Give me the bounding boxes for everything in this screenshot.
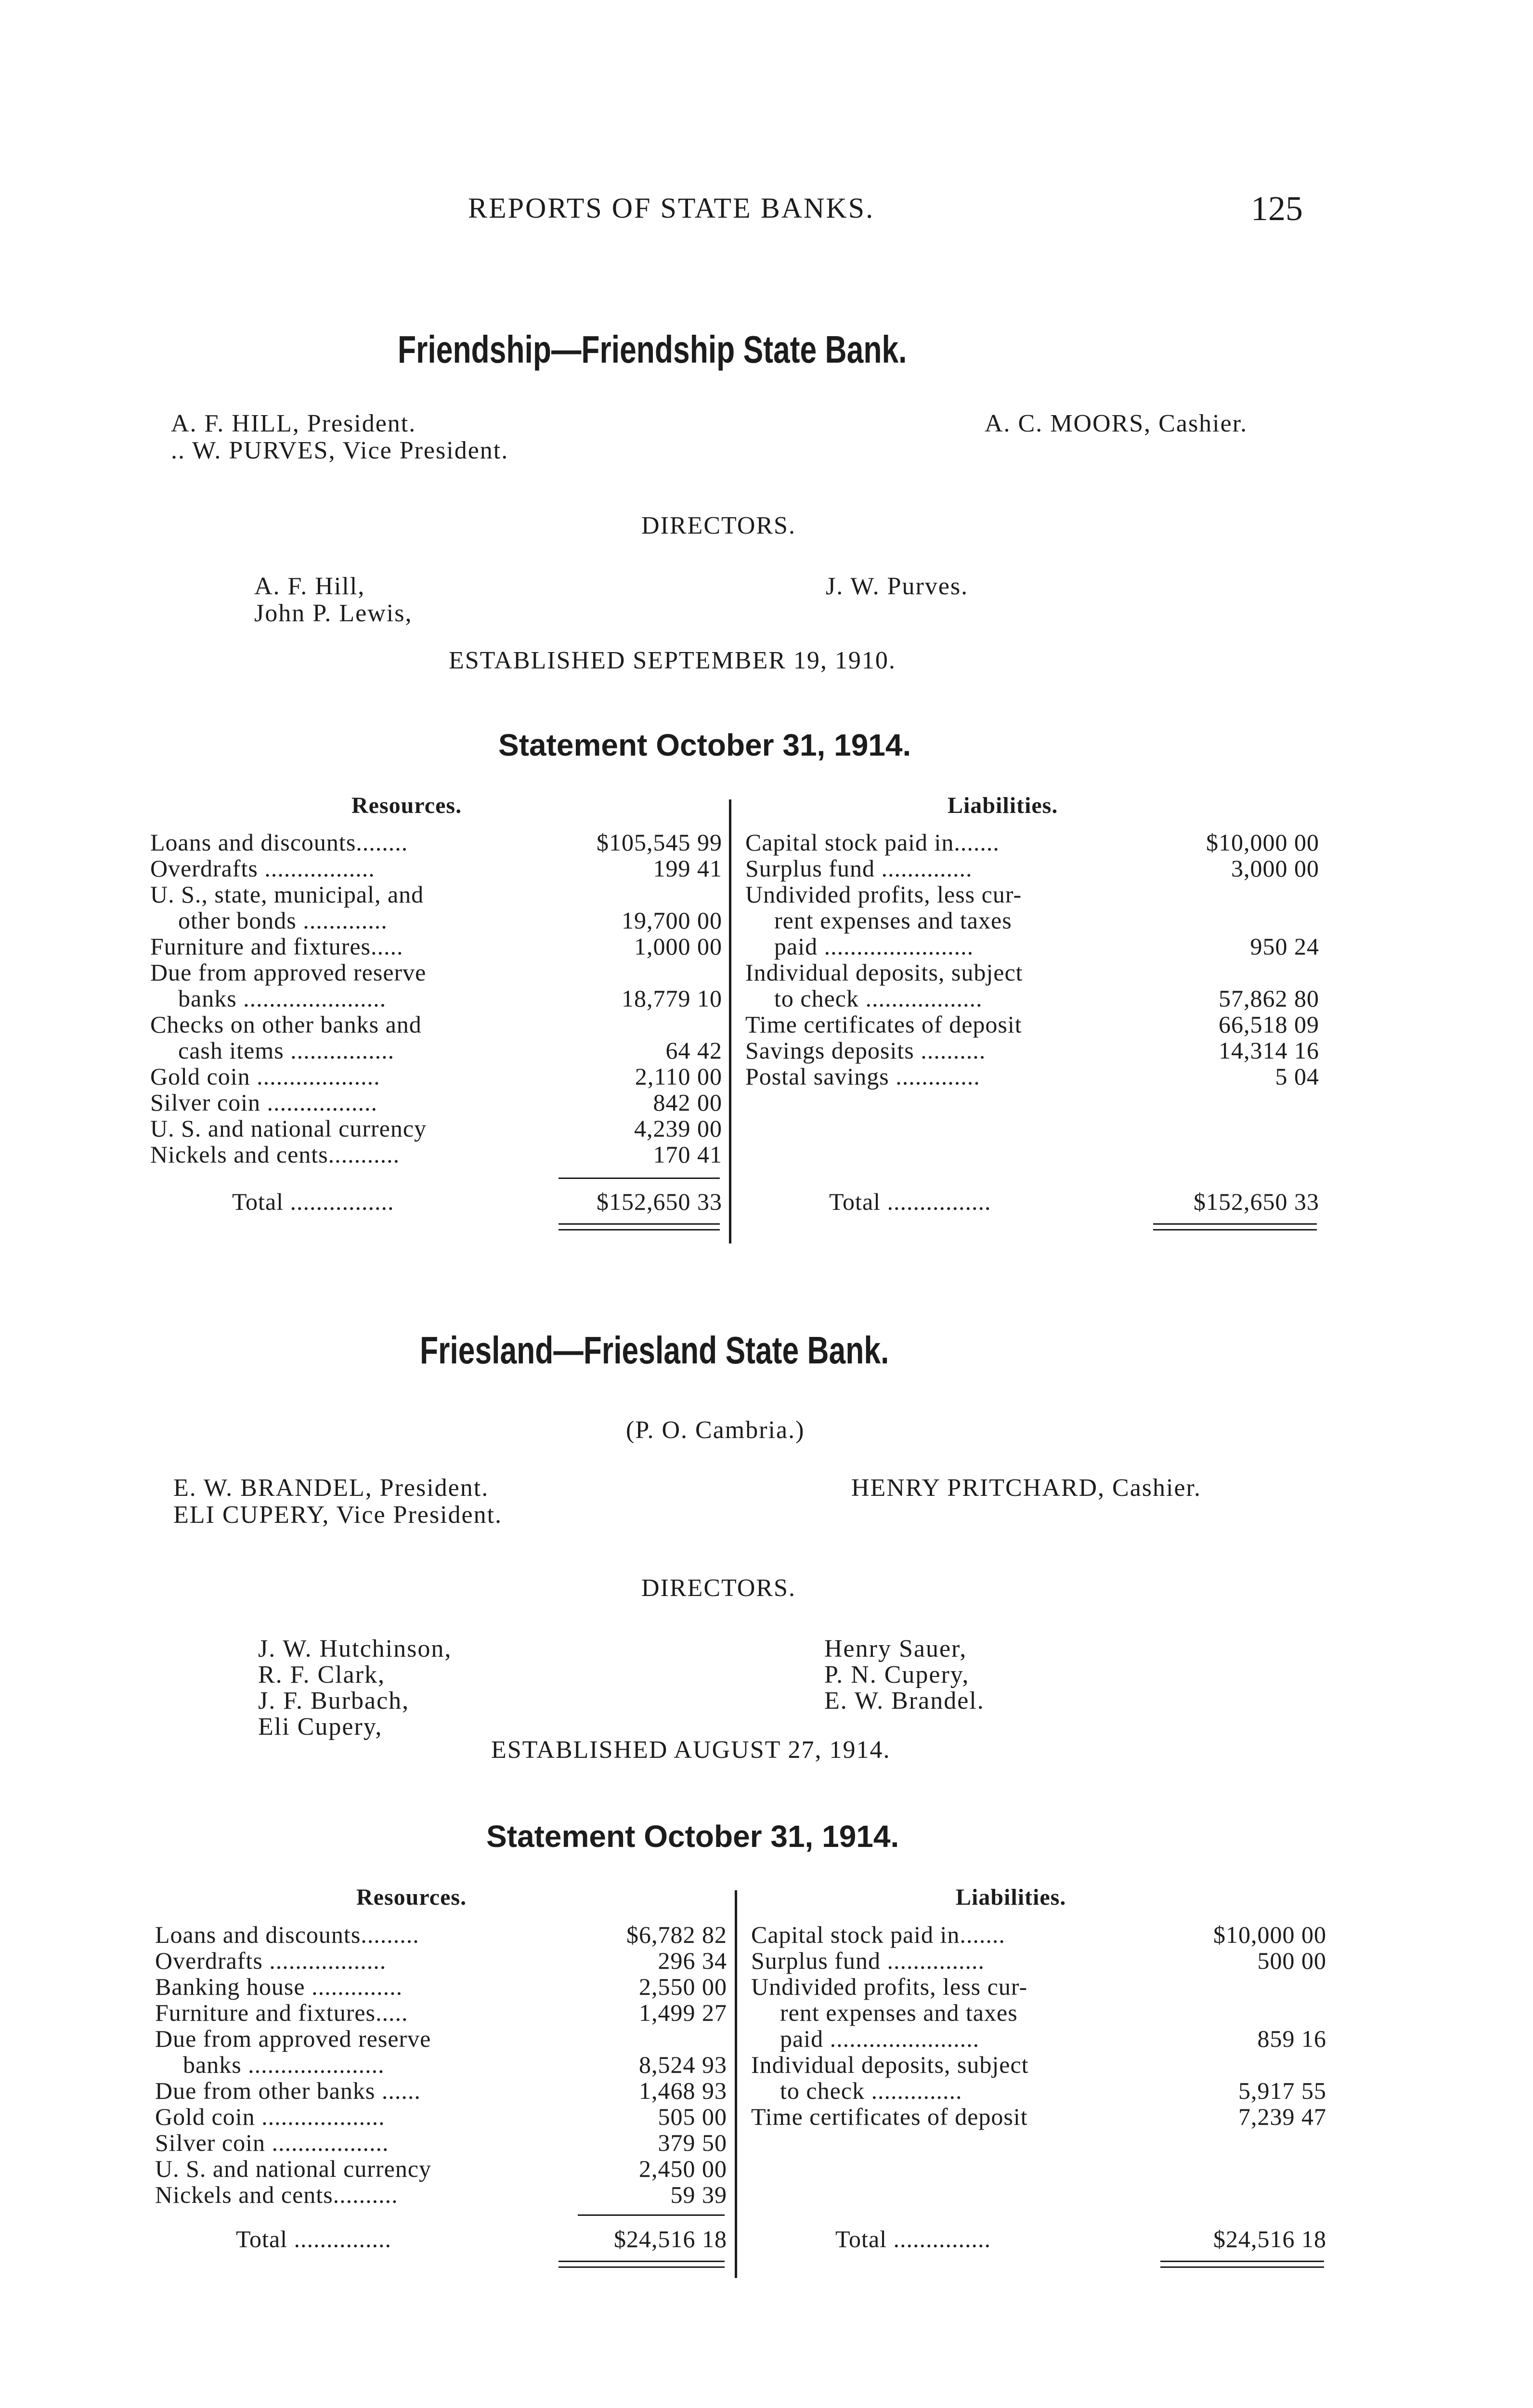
bank1-liability-amount: $10,000 00 — [1206, 829, 1319, 856]
bank2-director: J. W. Hutchinson, — [258, 1635, 452, 1662]
bank2-liability-label: paid ....................... — [780, 2025, 980, 2052]
bank1-resource-label: Overdrafts ................. — [150, 855, 375, 882]
bank1-president: A. F. HILL, President. — [171, 410, 416, 437]
bank2-director: R. F. Clark, — [258, 1661, 385, 1688]
bank2-column-divider — [735, 1890, 737, 2278]
bank2-director: Eli Cupery, — [258, 1713, 383, 1741]
bank1-liabilities-heading: Liabilities. — [948, 793, 1058, 818]
bank2-post-office: (P. O. Cambria.) — [626, 1416, 805, 1444]
bank2-liability-label: Undivided profits, less cur- — [751, 1973, 1028, 2000]
bank2-resource-amount: 1,499 27 — [639, 1999, 727, 2026]
bank1-directors-heading: DIRECTORS. — [641, 512, 796, 539]
bank2-resources-total-label: Total ............... — [236, 2225, 392, 2252]
bank1-resource-amount: 19,700 00 — [622, 907, 722, 934]
bank2-liability-amount: 859 16 — [1257, 2025, 1326, 2052]
bank1-liability-label: Postal savings ............. — [745, 1063, 980, 1090]
bank2-director: P. N. Cupery, — [824, 1661, 970, 1688]
bank2-directors-heading: DIRECTORS. — [641, 1574, 796, 1602]
bank1-resources-subtotal-rule — [559, 1178, 720, 1179]
bank2-liabilities-total: $24,516 18 — [1213, 2225, 1326, 2252]
bank2-resource-amount: 8,524 93 — [639, 2051, 727, 2078]
bank2-resources-total: $24,516 18 — [614, 2225, 727, 2252]
bank1-resource-amount: 18,779 10 — [622, 985, 722, 1012]
bank2-liabilities-heading: Liabilities. — [956, 1885, 1066, 1910]
bank1-resource-label: other bonds ............. — [178, 907, 388, 934]
bank2-president: E. W. BRANDEL, President. — [173, 1474, 489, 1502]
bank1-liability-label: Time certificates of deposit — [745, 1011, 1022, 1038]
bank2-resource-amount: 1,468 93 — [639, 2077, 727, 2104]
bank1-resource-amount: 199 41 — [653, 855, 722, 882]
bank1-established: ESTABLISHED SEPTEMBER 19, 1910. — [449, 647, 896, 674]
bank1-liability-label: Surplus fund .............. — [745, 855, 973, 882]
bank1-director: J. W. Purves. — [826, 573, 969, 600]
bank1-liability-label: Capital stock paid in....... — [745, 829, 1000, 856]
bank2-resource-label: Nickels and cents.......... — [155, 2181, 398, 2208]
bank1-resource-label: cash items ................ — [178, 1037, 395, 1064]
bank2-resource-amount: 2,450 00 — [639, 2155, 727, 2182]
bank1-resource-label: Gold coin ................... — [150, 1063, 380, 1090]
bank2-director: J. F. Burbach, — [258, 1687, 410, 1714]
bank1-liability-label: Savings deposits .......... — [745, 1037, 986, 1064]
bank1-resource-label: Furniture and fixtures..... — [150, 933, 403, 960]
bank2-resource-amount: 59 39 — [670, 2181, 727, 2208]
bank1-liability-label: paid ....................... — [774, 933, 974, 960]
bank-title-friendship: Friendship—Friendship State Bank. — [398, 328, 907, 371]
bank2-vice-president: ELI CUPERY, Vice President. — [173, 1501, 503, 1529]
bank2-resource-label: Gold coin ................... — [155, 2103, 385, 2130]
bank2-liability-amount: 5,917 55 — [1238, 2077, 1326, 2104]
bank2-resource-amount: 379 50 — [658, 2129, 727, 2156]
bank2-cashier: HENRY PRITCHARD, Cashier. — [851, 1474, 1201, 1502]
bank1-resource-label: banks ...................... — [178, 985, 387, 1012]
bank1-director: John P. Lewis, — [254, 600, 413, 627]
bank2-liability-label: to check .............. — [780, 2077, 962, 2104]
bank1-vice-president: .. W. PURVES, Vice President. — [171, 437, 509, 464]
bank1-resource-amount: 842 00 — [653, 1089, 722, 1116]
bank2-liability-label: Time certificates of deposit — [751, 2103, 1028, 2130]
bank1-liability-amount: 14,314 16 — [1219, 1037, 1319, 1064]
bank1-liabilities-total-rule — [1153, 1223, 1317, 1225]
bank2-resource-label: Banking house .............. — [155, 1973, 403, 2000]
bank1-liabilities-total-label: Total ................ — [829, 1188, 991, 1215]
bank1-liabilities-total: $152,650 33 — [1194, 1188, 1319, 1215]
bank1-resource-label: Loans and discounts........ — [150, 829, 408, 856]
bank-title-friesland: Friesland—Friesland State Bank. — [420, 1329, 889, 1372]
bank1-resource-amount: 2,110 00 — [635, 1063, 722, 1090]
bank1-resource-amount: $105,545 99 — [597, 829, 722, 856]
bank1-resource-amount: 64 42 — [665, 1037, 722, 1064]
bank2-resource-label: banks ..................... — [183, 2051, 385, 2078]
bank2-liabilities-total-rule — [1160, 2266, 1324, 2268]
bank1-column-divider — [729, 799, 731, 1243]
bank1-liability-amount: 3,000 00 — [1231, 855, 1319, 882]
bank2-resource-amount: 505 00 — [658, 2103, 727, 2130]
bank1-liability-label: rent expenses and taxes — [774, 907, 1012, 934]
bank2-resource-amount: 2,550 00 — [639, 1973, 727, 2000]
bank2-liability-amount: 7,239 47 — [1238, 2103, 1326, 2130]
bank1-resources-total-rule — [559, 1223, 720, 1225]
bank1-liabilities-total-rule — [1153, 1229, 1317, 1230]
bank2-statement-heading: Statement October 31, 1914. — [486, 1819, 899, 1854]
bank2-liability-label: Individual deposits, subject — [751, 2051, 1029, 2078]
bank2-resource-label: Loans and discounts......... — [155, 1921, 419, 1948]
bank2-liabilities-total-rule — [1160, 2261, 1324, 2262]
bank1-liability-amount: 57,862 80 — [1219, 985, 1319, 1012]
bank1-resource-amount: 170 41 — [653, 1141, 722, 1168]
bank2-resources-subtotal-rule — [578, 2214, 725, 2216]
bank1-resource-label: U. S., state, municipal, and — [150, 881, 424, 908]
bank2-resource-label: Silver coin .................. — [155, 2129, 389, 2156]
bank2-resources-heading: Resources. — [356, 1885, 467, 1910]
bank1-liability-label: Undivided profits, less cur- — [745, 881, 1022, 908]
bank1-resource-label: Checks on other banks and — [150, 1011, 422, 1038]
bank1-liability-label: to check .................. — [774, 985, 983, 1012]
bank2-director: Henry Sauer, — [824, 1635, 967, 1662]
bank1-resources-total-label: Total ................ — [232, 1188, 394, 1215]
bank2-resource-label: Due from other banks ...... — [155, 2077, 421, 2104]
bank2-resource-label: Overdrafts .................. — [155, 1947, 387, 1974]
bank1-resources-heading: Resources. — [351, 793, 462, 818]
bank1-liability-label: Individual deposits, subject — [745, 959, 1023, 986]
bank1-liability-amount: 5 04 — [1275, 1063, 1319, 1090]
bank1-resources-total: $152,650 33 — [597, 1188, 722, 1215]
bank1-director: A. F. Hill, — [254, 573, 365, 600]
bank1-liability-amount: 950 24 — [1250, 933, 1319, 960]
bank2-resource-label: Furniture and fixtures..... — [155, 1999, 408, 2026]
bank2-resource-label: U. S. and national currency — [155, 2155, 432, 2182]
bank1-liability-amount: 66,518 09 — [1219, 1011, 1319, 1038]
bank1-resource-label: Nickels and cents........... — [150, 1141, 400, 1168]
bank1-resource-label: Silver coin ................. — [150, 1089, 378, 1116]
bank2-liability-amount: $10,000 00 — [1213, 1921, 1326, 1948]
bank2-resources-total-rule — [559, 2261, 725, 2262]
bank2-resource-label: Due from approved reserve — [155, 2025, 431, 2052]
bank2-resource-amount: 296 34 — [658, 1947, 727, 1974]
bank2-resource-amount: $6,782 82 — [626, 1921, 727, 1948]
bank1-resources-total-rule — [559, 1229, 720, 1230]
page-number: 125 — [1251, 189, 1303, 228]
bank2-liability-label: Surplus fund ............... — [751, 1947, 985, 1974]
bank2-liability-label: Capital stock paid in....... — [751, 1921, 1005, 1948]
bank2-resources-total-rule — [559, 2266, 725, 2268]
running-head: REPORTS OF STATE BANKS. — [468, 192, 875, 224]
bank2-liability-label: rent expenses and taxes — [780, 1999, 1018, 2026]
bank1-resource-label: Due from approved reserve — [150, 959, 427, 986]
bank2-director: E. W. Brandel. — [824, 1687, 985, 1714]
bank2-liability-amount: 500 00 — [1257, 1947, 1326, 1974]
bank1-resource-amount: 4,239 00 — [634, 1115, 722, 1142]
bank1-cashier: A. C. MOORS, Cashier. — [985, 410, 1248, 437]
bank1-resource-amount: 1,000 00 — [634, 933, 722, 960]
bank1-statement-heading: Statement October 31, 1914. — [498, 728, 911, 762]
bank1-resource-label: U. S. and national currency — [150, 1115, 427, 1142]
bank2-established: ESTABLISHED AUGUST 27, 1914. — [491, 1736, 891, 1764]
bank2-liabilities-total-label: Total ............... — [835, 2225, 991, 2252]
